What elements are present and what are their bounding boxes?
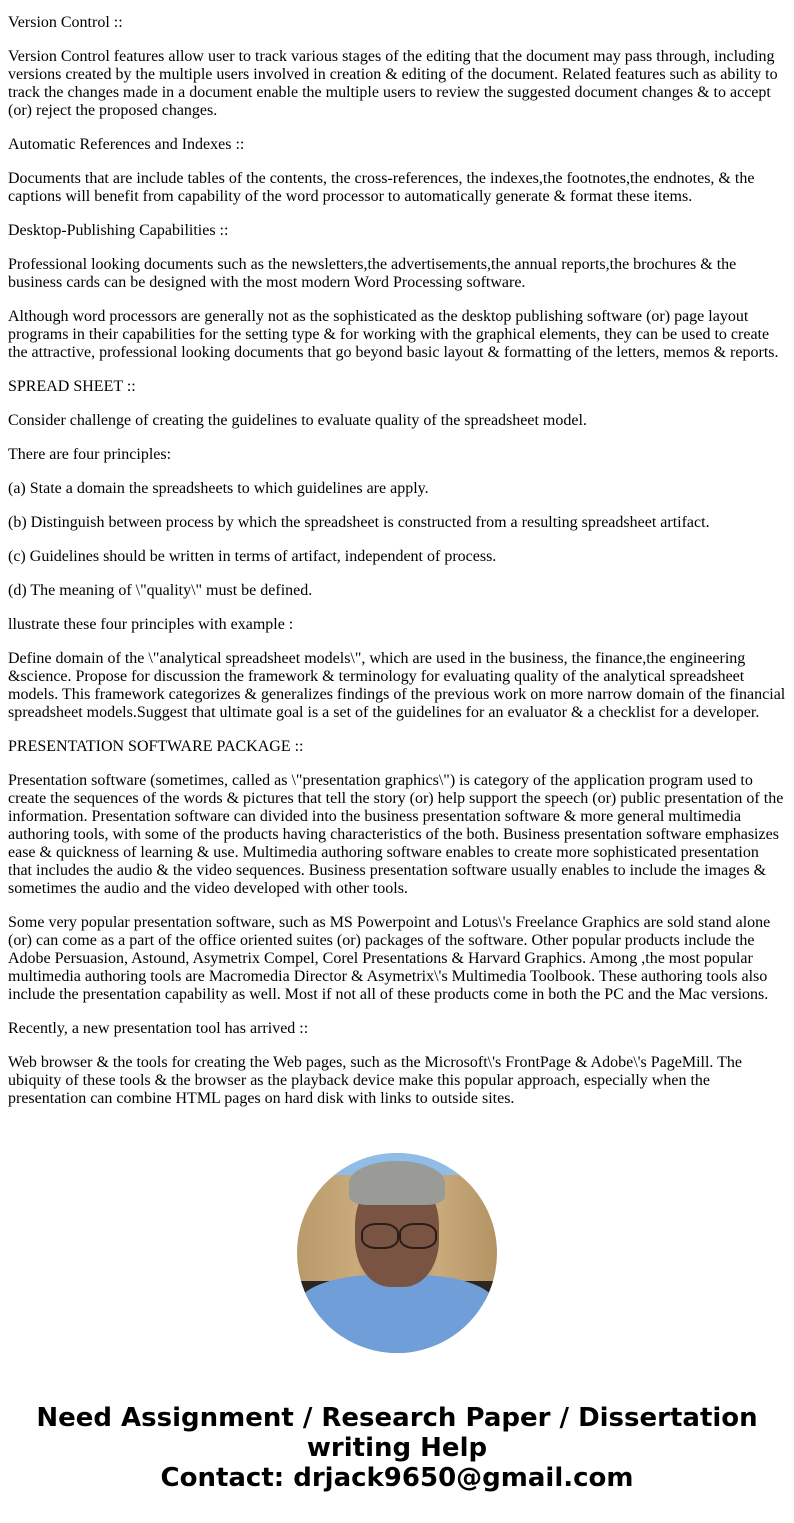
list-item: (c) Guidelines should be written in terms of artifact, independent of process. — [8, 548, 497, 565]
heading-spreadsheet: SPREAD SHEET :: — [8, 378, 136, 395]
author-photo — [297, 1153, 497, 1353]
heading-automatic-references: Automatic References and Indexes :: — [8, 136, 245, 153]
paragraph: Recently, a new presentation tool has arrived :: — [8, 1020, 309, 1037]
paragraph: Presentation software (sometimes, called as \"presentation graphics\") is category of the application program used to create the sequences of the words & pictures that tell the story (or) help support the speech (or) public presentation of the information. Presentation software can divided into the business presentation software & more general multimedia authoring tools, with some of the products having characteristics of the both. Business presentation software emphasizes ease & quickness of learning & use. Multimedia authoring software enables to create more sophisticated presentation that includes the audio & the video sequences. Business presentation software usually enables to include the images & sometimes the audio and the video developed with other tools. — [8, 772, 784, 897]
paragraph: Although word processors are generally not as the sophisticated as the desktop publishing software (or) page layout programs in their capabilities for the setting type & for working with the graphical elements, they can be used to create the attractive, professional looking documents that go beyond basic layout & formatting of the letters, memos & reports. — [8, 308, 779, 361]
paragraph: Web browser & the tools for creating the Web pages, such as the Microsoft\'s FrontPage & Adobe\'s PageMill. The ubiquity of these tools & the browser as the playback device make this popular approach, especially when the presentation can combine HTML pages on hard disk with links to outside sites. — [8, 1054, 743, 1107]
paragraph: There are four principles: — [8, 446, 172, 463]
list-item: (a) State a domain the spreadsheets to which guidelines are apply. — [8, 480, 429, 497]
author-photo-container — [0, 1153, 794, 1353]
paragraph: Professional looking documents such as the newsletters,the advertisements,the annual reports,the brochures & the business cards can be designed with the most modern Word Processing software. — [8, 256, 737, 291]
paragraph: Some very popular presentation software, such as MS Powerpoint and Lotus\'s Freelance Graphics are sold stand alone (or) can come as a part of the office oriented suites (or) packages of the software. Other popular products include the Adobe Persuasion, Astound, Asymetrix Compel, Corel Presentations & Harvard Graphics. Among ,the most popular multimedia authoring tools are Macromedia Director & Asymetrix\'s Multimedia Toolbook. These authoring tools also include the presentation capability as well. Most if not all of these products come in both the PC and the Mac versions. — [8, 914, 771, 1003]
paragraph: Documents that are include tables of the contents, the cross-references, the indexes,the footnotes,the endnotes, & the captions will benefit from capability of the word processor to automatically generate & format these items. — [8, 170, 755, 205]
heading-presentation-software: PRESENTATION SOFTWARE PACKAGE :: — [8, 738, 304, 755]
list-item: (d) The meaning of \"quality\" must be defined. — [8, 582, 313, 599]
heading-desktop-publishing: Desktop-Publishing Capabilities :: — [8, 222, 229, 239]
paragraph: Define domain of the \"analytical spreadsheet models\", which are used in the business, the finance,the engineering &science. Propose for discussion the framework & terminology for evaluating quality of the analytical spreadsheet models. This framework categorizes & generalizes findings of the previous work on more narrow domain of the financial spreadsheet models.Suggest that ultimate goal is a set of the guidelines for an evaluator & a checklist for a developer. — [8, 650, 786, 721]
heading-version-control: Version Control :: — [8, 14, 123, 31]
contact-banner — [0, 1403, 794, 1493]
paragraph: Consider challenge of creating the guidelines to evaluate quality of the spreadsheet model. — [8, 412, 587, 429]
cta-headline: Need Assignment / Research Paper / Dissertation writing Help — [36, 1403, 758, 1463]
paragraph: llustrate these four principles with example : — [8, 616, 294, 633]
list-item: (b) Distinguish between process by which the spreadsheet is constructed from a resulting spreadsheet artifact. — [8, 514, 710, 531]
cta-contact: Contact: drjack9650@gmail.com — [160, 1463, 634, 1493]
paragraph: Version Control features allow user to track various stages of the editing that the document may pass through, including versions created by the multiple users involved in creation & editing of the document. Related features such as ability to track the changes made in a document enable the multiple users to review the suggested document changes & to accept (or) reject the proposed changes. — [8, 48, 778, 119]
